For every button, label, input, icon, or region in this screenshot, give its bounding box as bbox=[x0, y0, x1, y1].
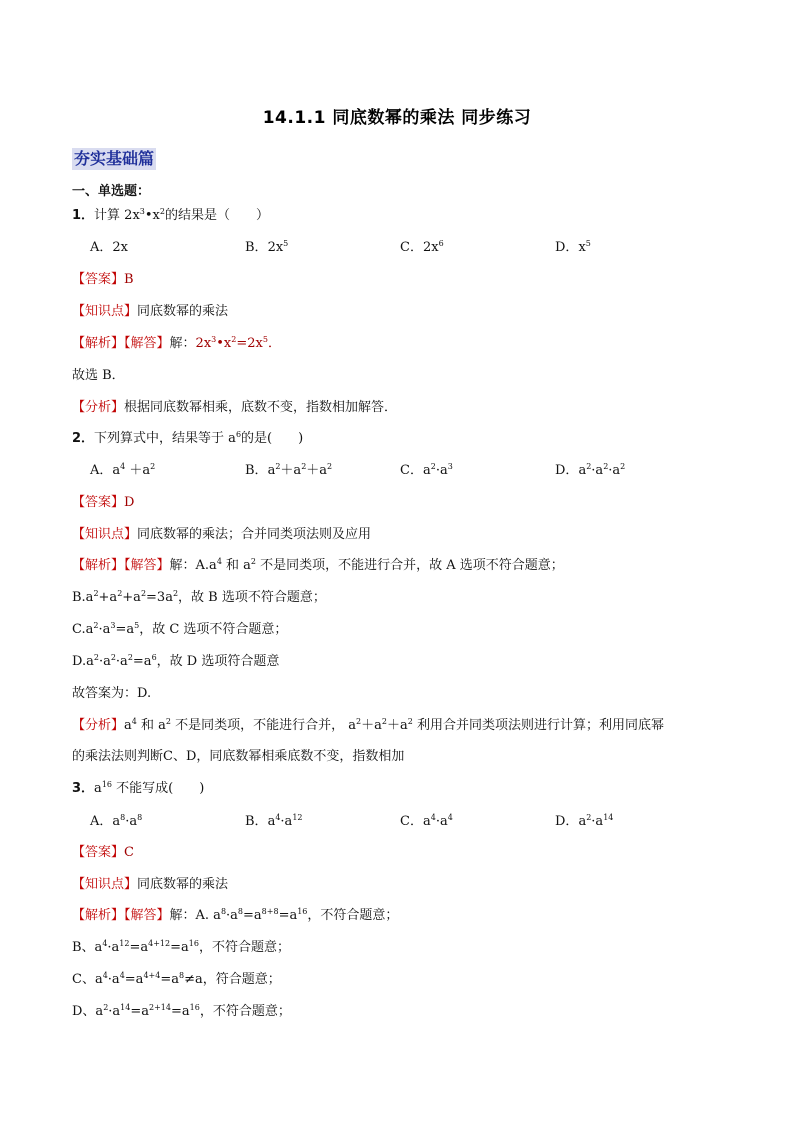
q3-option-b: B．$a^4\cdot a^{12}$ bbox=[245, 813, 303, 829]
q3-stem: 3．$a^{16}$ 不能写成( ) bbox=[72, 780, 205, 796]
q3-answer: 【答案】C bbox=[72, 845, 134, 860]
q2-solution-line-2: $B.a^2+a^2+a^2=3a^2$，故 B 选项不符合题意； bbox=[72, 589, 326, 605]
q2-method-line-1: 【分析】$a^4$ 和 $a^2$ 不是同类项，不能进行合并， $a^2+a^2+a^2$ 利用合并同类项法则进行计算；利用同底幂 bbox=[72, 717, 664, 733]
part-heading: 一、单选题： bbox=[72, 184, 151, 199]
q1-option-b: B．$2x^5$ bbox=[245, 239, 289, 255]
q3-option-d: D．$a^2\cdot a^{14}$ bbox=[555, 813, 614, 829]
q2-method-line-2: 的乘法法则判断C、D，同底数幂相乘底数不变，指数相加 bbox=[72, 749, 405, 764]
q1-knowledge: 【知识点】同底数幂的乘法 bbox=[72, 304, 229, 319]
q3-option-c: C．$a^4\cdot a^4$ bbox=[400, 813, 453, 829]
q2-stem: 2．下列算式中，结果等于 $a^6$的是( ) bbox=[72, 430, 304, 446]
q3-solution-line-2: B、$a^4\cdot a^{12}=a^{4+12}=a^{16}$，不符合题意； bbox=[72, 939, 290, 955]
q2-option-d: D．$a^2\cdot a^2\cdot a^2$ bbox=[555, 462, 626, 478]
section-banner: 夯实基础篇 bbox=[74, 149, 155, 168]
q2-solution-line-3: $C.a^2\cdot a^3=a^5$，故 C 选项不符合题意； bbox=[72, 621, 288, 637]
q1-option-d: D．$x^5$ bbox=[555, 239, 591, 255]
q1-method: 【分析】根据同底数幂相乘，底数不变，指数相加解答． bbox=[72, 400, 398, 415]
q1-option-c: C．$2x^6$ bbox=[400, 239, 444, 255]
q2-solution-line-1: 【解析】【解答】解：$A.a^4$ 和 $a^2$ 不是同类项，不能进行合并，故 A 选项不符合题意； bbox=[72, 557, 564, 573]
q1-stem: 1．计算 $2x^3•x^2$的结果是（ ） bbox=[72, 207, 269, 223]
q1-option-a: A．2x bbox=[90, 240, 128, 255]
q3-solution-line-4: D、$a^2\cdot a^{14}=a^{2+14}=a^{16}$，不符合题意； bbox=[72, 1003, 291, 1019]
q1-answer: 【答案】B bbox=[72, 272, 134, 287]
q2-option-c: C．$a^2\cdot a^3$ bbox=[400, 462, 453, 478]
q1-solution: 【解析】【解答】解：$2x^3•x^2=2x^5$． bbox=[72, 335, 281, 351]
q2-answer: 【答案】D bbox=[72, 495, 135, 510]
q2-knowledge: 【知识点】同底数幂的乘法；合并同类项法则及应用 bbox=[72, 527, 372, 542]
q3-solution-line-3: C、$a^4\cdot a^4=a^{4+4}=a^8\ne a$，符合题意； bbox=[72, 971, 281, 987]
q1-conclusion: 故选 B． bbox=[72, 368, 125, 383]
q2-solution-line-4: $D.a^2\cdot a^2\cdot a^2=a^6$，故 D 选项符合题意 bbox=[72, 653, 280, 669]
q3-solution-line-1: 【解析】【解答】解：A. $a^8\cdot a^8=a^{8+8}=a^{16}$，不符合题意； bbox=[72, 907, 399, 923]
q2-conclusion: 故答案为：D. bbox=[72, 686, 152, 701]
q3-knowledge: 【知识点】同底数幂的乘法 bbox=[72, 877, 229, 892]
q2-option-a: A．$a^4 +a^2$ bbox=[90, 462, 156, 478]
q3-option-a: A．$a^8\cdot a^8$ bbox=[90, 813, 143, 829]
q2-option-b: B．$a^2+a^2+a^2$ bbox=[245, 462, 333, 478]
page-title: 14.1.1 同底数幂的乘法 同步练习 bbox=[262, 108, 532, 128]
